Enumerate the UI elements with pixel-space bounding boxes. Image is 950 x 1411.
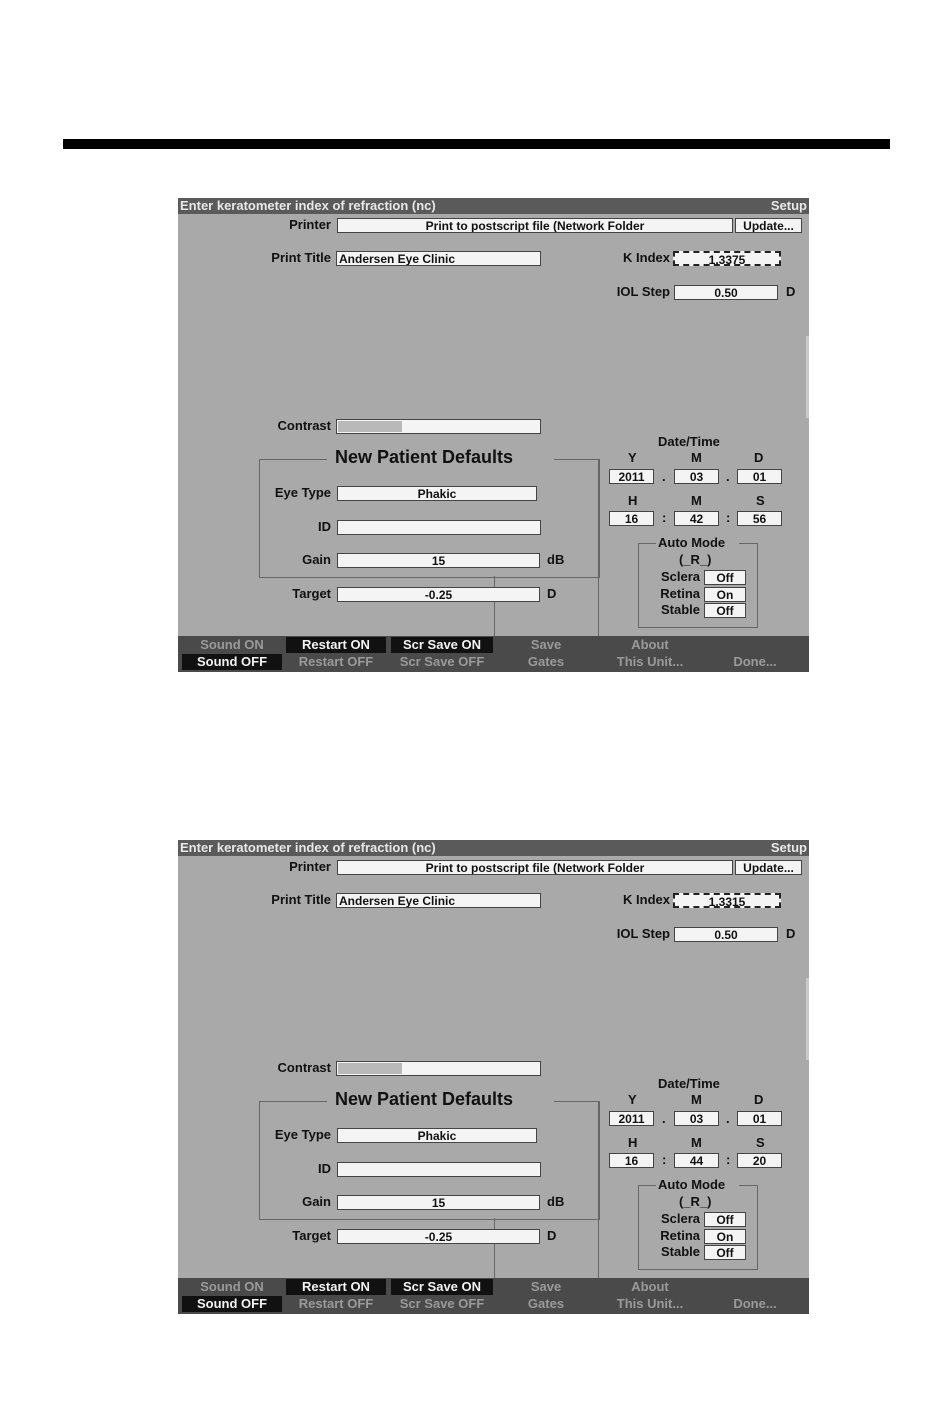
k-index-field[interactable]: 1.3315 bbox=[673, 893, 781, 908]
gates-softkey[interactable]: Gates bbox=[527, 654, 565, 669]
hour-label: H bbox=[628, 1135, 638, 1150]
gain-field[interactable]: 15 bbox=[337, 1195, 540, 1210]
print-title-field[interactable]: Andersen Eye Clinic bbox=[336, 251, 541, 266]
k-index-field[interactable]: 1.3375 bbox=[673, 251, 781, 266]
softkey-bar bbox=[178, 1278, 809, 1314]
target-field[interactable]: -0.25 bbox=[337, 587, 540, 602]
printer-label: Printer bbox=[289, 217, 331, 232]
setup-screen-1 bbox=[178, 198, 809, 672]
date-time-label: Date/Time bbox=[658, 1076, 720, 1091]
year-field[interactable]: 2011 bbox=[609, 469, 654, 484]
second-label: S bbox=[756, 1135, 765, 1150]
eye-type-field[interactable]: Phakic bbox=[337, 1128, 537, 1143]
gain-label: Gain bbox=[302, 1194, 331, 1209]
eye-type-label: Eye Type bbox=[274, 485, 331, 500]
print-title-label: Print Title bbox=[271, 892, 331, 907]
year-label: Y bbox=[628, 450, 637, 465]
iol-step-unit: D bbox=[786, 926, 796, 941]
minute-field[interactable]: 42 bbox=[674, 511, 719, 526]
target-label: Target bbox=[292, 586, 331, 601]
date-separator: . bbox=[662, 1111, 666, 1126]
this-unit-softkey[interactable]: This Unit... bbox=[616, 1296, 684, 1311]
stable-field[interactable]: Off bbox=[704, 603, 746, 618]
restart-off-softkey[interactable]: Restart OFF bbox=[298, 1296, 374, 1311]
year-field[interactable]: 2011 bbox=[609, 1111, 654, 1126]
update-button[interactable]: Update... bbox=[735, 218, 802, 233]
day-label: D bbox=[754, 450, 764, 465]
month-label: M bbox=[691, 450, 702, 465]
k-index-label: K Index bbox=[623, 892, 670, 907]
retina-label: Retina bbox=[660, 586, 700, 601]
scroll-indicator bbox=[806, 336, 809, 418]
about-softkey[interactable]: About bbox=[631, 637, 669, 652]
minute-label: M bbox=[691, 1135, 702, 1150]
contrast-slider-fill bbox=[338, 1063, 402, 1074]
printer-label: Printer bbox=[289, 859, 331, 874]
update-button[interactable]: Update... bbox=[735, 860, 802, 875]
prompt-text: Enter keratometer index of refraction (nc) bbox=[180, 198, 436, 213]
hour-field[interactable]: 16 bbox=[609, 511, 654, 526]
stable-label: Stable bbox=[660, 1244, 700, 1259]
sclera-label: Sclera bbox=[660, 569, 700, 584]
minute-field[interactable]: 44 bbox=[674, 1153, 719, 1168]
second-field[interactable]: 56 bbox=[737, 511, 782, 526]
sclera-field[interactable]: Off bbox=[704, 570, 746, 585]
this-unit-softkey[interactable]: This Unit... bbox=[616, 654, 684, 669]
date-separator: . bbox=[726, 469, 730, 484]
mode-label: Setup bbox=[770, 840, 807, 855]
defaults-title: New Patient Defaults bbox=[335, 447, 514, 467]
iol-step-field[interactable]: 0.50 bbox=[674, 285, 778, 300]
scr-save-off-softkey[interactable]: Scr Save OFF bbox=[399, 654, 485, 669]
defaults-group-border bbox=[494, 576, 495, 636]
id-label: ID bbox=[318, 519, 331, 534]
time-separator: : bbox=[726, 510, 731, 525]
minute-label: M bbox=[691, 493, 702, 508]
target-field[interactable]: -0.25 bbox=[337, 1229, 540, 1244]
scr-save-on-softkey[interactable]: Scr Save ON bbox=[391, 637, 493, 653]
title-bar bbox=[178, 840, 809, 856]
sclera-label: Sclera bbox=[660, 1211, 700, 1226]
restart-on-softkey[interactable]: Restart ON bbox=[286, 637, 386, 653]
stable-field[interactable]: Off bbox=[704, 1245, 746, 1260]
defaults-group-border bbox=[598, 459, 599, 636]
done-softkey[interactable]: Done... bbox=[733, 654, 777, 669]
title-bar bbox=[178, 198, 809, 214]
target-unit: D bbox=[547, 586, 557, 601]
about-softkey[interactable]: About bbox=[631, 1279, 669, 1294]
printer-field[interactable]: Print to postscript file (Network Folder bbox=[337, 860, 733, 875]
save-softkey[interactable]: Save bbox=[530, 637, 562, 652]
time-separator: : bbox=[662, 1152, 667, 1167]
gain-unit: dB bbox=[547, 1194, 565, 1209]
gain-label: Gain bbox=[302, 552, 331, 567]
sound-on-softkey[interactable]: Sound ON bbox=[200, 1279, 264, 1294]
iol-step-field[interactable]: 0.50 bbox=[674, 927, 778, 942]
contrast-slider-fill bbox=[338, 421, 402, 432]
iol-step-unit: D bbox=[786, 284, 796, 299]
scroll-indicator bbox=[806, 978, 809, 1060]
retina-field[interactable]: On bbox=[704, 1229, 746, 1244]
retina-field[interactable]: On bbox=[704, 587, 746, 602]
restart-off-softkey[interactable]: Restart OFF bbox=[298, 654, 374, 669]
second-label: S bbox=[756, 493, 765, 508]
gain-unit: dB bbox=[547, 552, 565, 567]
hour-field[interactable]: 16 bbox=[609, 1153, 654, 1168]
header-rule bbox=[63, 139, 890, 149]
auto-mode-indicator: (_R_) bbox=[679, 552, 712, 567]
contrast-slider[interactable] bbox=[336, 1061, 541, 1076]
auto-mode-indicator: (_R_) bbox=[679, 1194, 712, 1209]
id-label: ID bbox=[318, 1161, 331, 1176]
print-title-label: Print Title bbox=[271, 250, 331, 265]
retina-label: Retina bbox=[660, 1228, 700, 1243]
sclera-field[interactable]: Off bbox=[704, 1212, 746, 1227]
defaults-title: New Patient Defaults bbox=[335, 1089, 514, 1109]
month-field[interactable]: 03 bbox=[674, 1111, 719, 1126]
gates-softkey[interactable]: Gates bbox=[527, 1296, 565, 1311]
iol-step-label: IOL Step bbox=[616, 284, 670, 299]
date-separator: . bbox=[726, 1111, 730, 1126]
auto-mode-label: Auto Mode bbox=[658, 535, 726, 550]
id-field[interactable] bbox=[337, 1162, 541, 1177]
sound-off-softkey[interactable]: Sound OFF bbox=[182, 1296, 282, 1312]
contrast-label: Contrast bbox=[277, 418, 331, 433]
time-separator: : bbox=[726, 1152, 731, 1167]
year-label: Y bbox=[628, 1092, 637, 1107]
iol-step-label: IOL Step bbox=[616, 926, 670, 941]
mode-label: Setup bbox=[770, 198, 807, 213]
eye-type-field[interactable]: Phakic bbox=[337, 486, 537, 501]
k-index-label: K Index bbox=[623, 250, 670, 265]
softkey-bar bbox=[178, 636, 809, 672]
day-label: D bbox=[754, 1092, 764, 1107]
done-softkey[interactable]: Done... bbox=[733, 1296, 777, 1311]
month-field[interactable]: 03 bbox=[674, 469, 719, 484]
hour-label: H bbox=[628, 493, 638, 508]
contrast-label: Contrast bbox=[277, 1060, 331, 1075]
sound-off-softkey[interactable]: Sound OFF bbox=[182, 654, 282, 670]
scr-save-on-softkey[interactable]: Scr Save ON bbox=[391, 1279, 493, 1295]
setup-screen-2 bbox=[178, 840, 809, 1314]
day-field[interactable]: 01 bbox=[737, 1111, 782, 1126]
gain-field[interactable]: 15 bbox=[337, 553, 540, 568]
day-field[interactable]: 01 bbox=[737, 469, 782, 484]
prompt-text: Enter keratometer index of refraction (nc) bbox=[180, 840, 436, 855]
save-softkey[interactable]: Save bbox=[530, 1279, 562, 1294]
print-title-field[interactable]: Andersen Eye Clinic bbox=[336, 893, 541, 908]
eye-type-label: Eye Type bbox=[274, 1127, 331, 1142]
stable-label: Stable bbox=[660, 602, 700, 617]
time-separator: : bbox=[662, 510, 667, 525]
defaults-group-border bbox=[494, 1218, 495, 1278]
defaults-group-border bbox=[598, 1101, 599, 1278]
restart-on-softkey[interactable]: Restart ON bbox=[286, 1279, 386, 1295]
auto-mode-label: Auto Mode bbox=[658, 1177, 726, 1192]
month-label: M bbox=[691, 1092, 702, 1107]
date-time-label: Date/Time bbox=[658, 434, 720, 449]
date-separator: . bbox=[662, 469, 666, 484]
second-field[interactable]: 20 bbox=[737, 1153, 782, 1168]
scr-save-off-softkey[interactable]: Scr Save OFF bbox=[399, 1296, 485, 1311]
target-label: Target bbox=[292, 1228, 331, 1243]
contrast-slider[interactable] bbox=[336, 419, 541, 434]
sound-on-softkey[interactable]: Sound ON bbox=[200, 637, 264, 652]
target-unit: D bbox=[547, 1228, 557, 1243]
printer-field[interactable]: Print to postscript file (Network Folder bbox=[337, 218, 733, 233]
id-field[interactable] bbox=[337, 520, 541, 535]
